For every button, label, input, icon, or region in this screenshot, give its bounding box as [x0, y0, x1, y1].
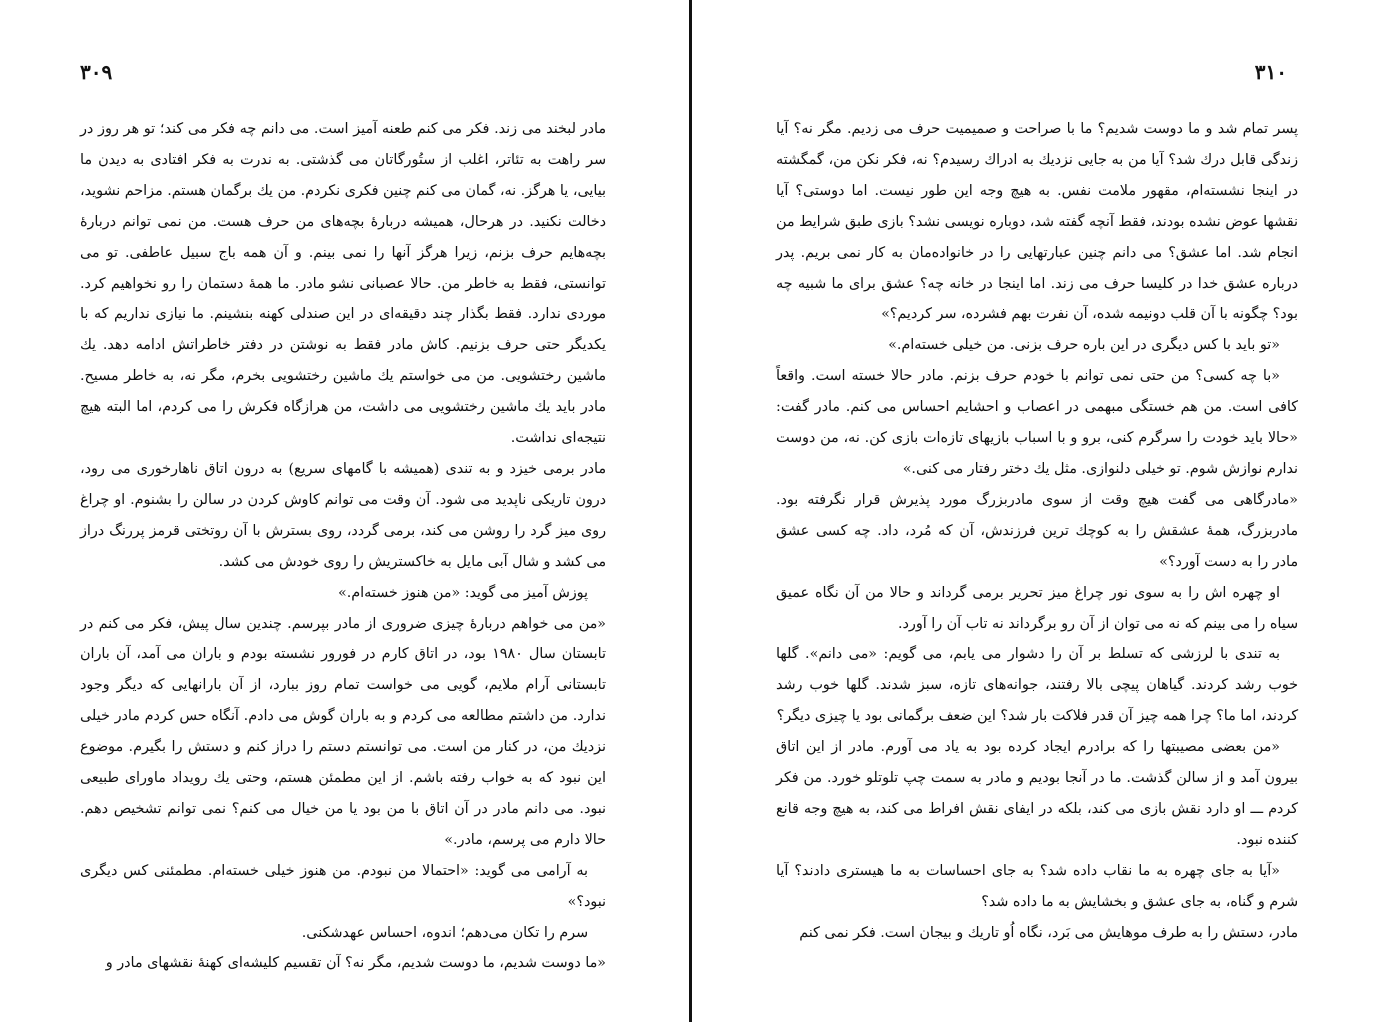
paragraph: «مادرگاهی می گفت هیچ وقت از سوی مادربزرگ مورد پذیرش قرار نگرفته بود. مادربزرگ، همهٔ عشقش را به کوچك ترین فرزندش، آن که مُرد، داد. چه کسی عشق مادر را به دست آورد؟» [776, 491, 1298, 570]
paragraph: «آیا به جای چهره به ما نقاب داده شد؟ به جای احساسات به ما هیستری دادند؟ آیا شرم و گناه، به جای عشق و بخشایش به ما داده شد؟ [776, 862, 1298, 910]
paragraph: پسر تمام شد و ما دوست شدیم؟ ما با صراحت و صمیمیت حرف می زدیم. مگر نه؟ آیا زندگی قابل درك شد؟ آیا من به جایی نزدیك به ادراك رسیدم؟ نه، فکر نکن من، گمگشته در اینجا نشسته‌ام، مقهور ملامت نفس. به هیچ وجه این طور نیست. اما دوستی؟ آیا نقشها عوض نشده بودند، فقط آنچه گفته شد، دوباره نویسی نشد؟ بازی طبق شرایط من انجام شد. اما عشق؟ می دانم چنین عبارتهایی را در خانواده‌مان به کار نمی بریم. پدر درباره عشق خدا در کلیسا حرف می زند. اما اینجا در خانه چه؟ عشق برای ما شبیه چه بود؟ چگونه با آن قلب دونیمه شده، آن نفرت بهم فشرده، سر کردیم؟» [776, 121, 1298, 323]
left-page [0, 0, 689, 1022]
page-number: ۳۱۰ [1254, 60, 1287, 84]
paragraph: سرم را تکان می‌دهم؛ اندوه، احساس عهدشکنی. [301, 924, 588, 941]
paragraph: پوزش آمیز می گوید: «من هنوز خسته‌ام.» [337, 584, 588, 601]
paragraph: او چهره اش را به سوی نور چراغ میز تحریر برمی گرداند و حالا من آن نگاه عمیق سیاه را می بینم که نه می توان از آن رو برگرداند نه تاب آن را آورد. [776, 584, 1298, 632]
page-body [776, 114, 1298, 948]
page-body [80, 114, 606, 979]
right-page [692, 0, 1382, 1022]
paragraph: «تو باید با کس دیگری در این باره حرف بزنی. من خیلی خسته‌ام.» [888, 337, 1280, 354]
paragraph: مادر برمی خیزد و به تندی (همیشه با گامهای سریع) به درون اتاق ناهارخوری می رود، درون تاریکی ناپدید می شود. آن وقت می توانم کاوش کردن در سالن را بشنوم. او چراغ روی میز گرد را روشن می کند، برمی گردد، روی بسترش با آن روتختی قرمز پررنگ دراز می کشد و شال آبی مایل به خاکستریش را روی خودش می کشد. [80, 460, 606, 570]
paragraph: «ما دوست شدیم، ما دوست شدیم، مگر نه؟ آن تقسیم کلیشه‌ای کهنهٔ نقشهای مادر و [105, 955, 606, 972]
paragraph: به آرامی می گوید: «احتمالا من نبودم. من هنوز خیلی خسته‌ام. مطمئنی کس دیگری نبود؟» [80, 862, 606, 910]
paragraph: «با چه کسی؟ من حتی نمی توانم با خودم حرف بزنم. مادر حالا خسته است. واقعاً کافی است. من هم خستگی مبهمی در اعصاب و احشایم احساس می کنم. مادر گفت: «حالا باید خودت را سرگرم کنی، برو و با اسباب بازیهای تازه‌ات بازی کن. نه، من دوست ندارم نوازش شوم. تو خیلی دلنوازی. مثل یك دختر رفتار می کنی.» [776, 368, 1298, 477]
page-number: ۳۰۹ [80, 60, 113, 84]
paragraph: به تندی با لرزشی که تسلط بر آن را دشوار می یابم، می گویم: «می دانم». گلها خوب رشد کردند. گیاهان پیچی بالا رفتند، جوانه‌های تازه، سبز شدند. گلها خوب رشد کردند، اما ما؟ چرا همه چیز آن قدر فلاکت بار شد؟ این ضعف برگمانی بود یا چیزی دیگر؟ [776, 646, 1298, 725]
paragraph: مادر، دستش را به طرف موهایش می بَرد، نگاه اُو تاریك و بیجان است. فکر نمی کنم [799, 924, 1298, 941]
paragraph: مادر لبخند می زند. فکر می کنم طعنه آمیز است. می دانم چه فکر می کند؛ تو هر روز در سر راهت به تئاتر، اغلب از ستُورگاتان می گذشتی. به ندرت به فکر افتادی به دیدن ما بیایی، یا هرگز. نه، گمان می کنم چنین فکری نکردم. من یك برگمان هستم. مزاحم نشوید، دخالت نکنید. در هرحال، همیشه دربارهٔ بچه‌های من حرف هست. من نمی توانم دربارهٔ بچه‌هایم حرف بزنم، زیرا هرگز آنها را نمی بینم. و آن همه باج سبیل عاطفی. تو می توانستی، فقط به خاطر من. حالا عصبانی نشو مادر. ما همهٔ دستمان را رو نخواهیم کرد. موردی ندارد. فقط بگذار چند دقیقه‌ای در این صندلی کهنه بنشینم. ما نیازی نداریم که با یکدیگر حتی حرف بزنیم. کاش مادر فقط به نوشتن در دفتر خاطراتش ادامه دهد. یك ماشین رختشویی. من می خواستم یك ماشین رختشویی بخرم، مگر نه، به خاطر مسیح. مادر باید یك ماشین رختشویی می داشت، من هرازگاه فکرش را می کردم، اما البته هیچ نتیجه‌ای نداشت. [80, 121, 606, 447]
paragraph: «من می خواهم دربارهٔ چیزی ضروری از مادر بپرسم. چندین سال پیش، فکر می کنم در تابستان سال ۱۹۸۰ بود، در اتاق کارم در فورور نشسته بودم و باران می آمد، آن باران تابستانی آرام ملایم، گویی می خواست تمام روز ببارد، از آن بارانهایی که دیگر وجود ندارد. من داشتم مطالعه می کردم و به باران گوش می دادم. آنگاه حس کردم مادر خیلی نزدیك من، در کنار من است. می توانستم دستم را دراز کنم و دستش را بگیرم. موضوع این نبود که به خواب رفته باشم. از این مطمئن هستم، وحتی یك رویداد ماورای طبیعی نبود. می دانم مادر در آن اتاق با من بود یا من خیال می کنم؟ نمی توانم تشخیص دهم. حالا دارم می پرسم، مادر.» [80, 615, 606, 848]
paragraph: «من بعضی مصیبتها را که برادرم ایجاد کرده بود به یاد می آورم. مادر از این اتاق بیرون آمد و از سالن گذشت. ما در آنجا بودیم و مادر به سمت چپ تلوتلو خورد. من فکر کردم ـــ او دارد نقش بازی می کند، بلکه در ایفای نقش افراط می کند، به هیچ وجه قانع کننده نبود. [776, 739, 1298, 848]
